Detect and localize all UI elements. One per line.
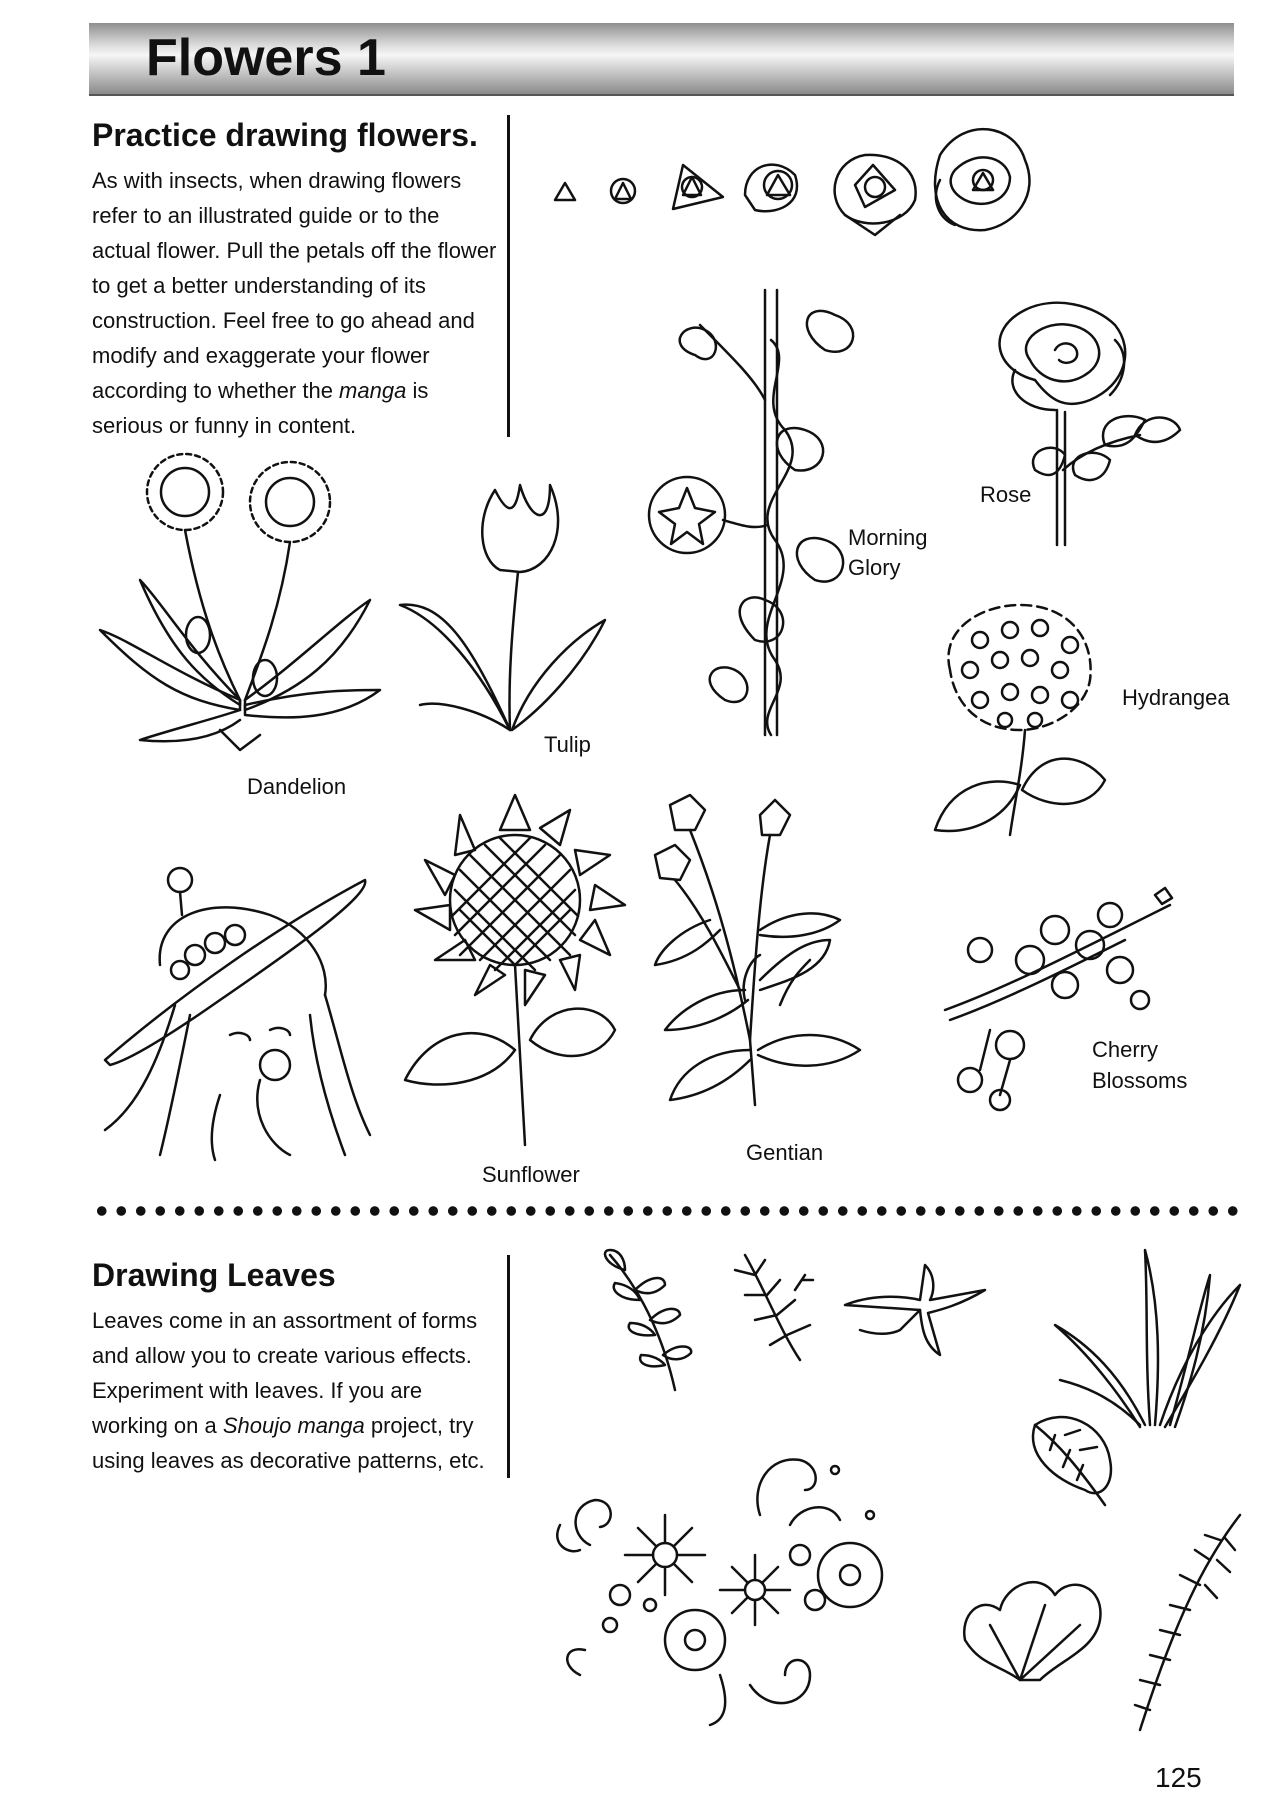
leaves-body-after: project, try using leaves as decorative patterns, etc.	[92, 1413, 485, 1473]
tulip-drawing	[400, 480, 610, 740]
grass-blades-drawing	[1050, 1245, 1250, 1430]
leaves-body-text	[92, 1303, 502, 1478]
rose-construction-steps-drawing	[545, 115, 1045, 235]
hydrangea-drawing	[930, 600, 1110, 840]
label-morning-glory-2: Glory	[848, 555, 901, 580]
vine-sprig-drawing	[1125, 1510, 1245, 1735]
elm-leaf-drawing	[1025, 1405, 1115, 1510]
flowers-body-text	[92, 163, 502, 443]
leaves-body-italic: Shoujo manga	[222, 1413, 365, 1438]
fern-sprig-drawing	[725, 1250, 815, 1365]
leaves-body-before: Leaves come in an assortment of forms and allow you to create various effects. Experiment with leaves. If you are working on a	[92, 1308, 478, 1438]
label-hydrangea: Hydrangea	[1122, 685, 1230, 710]
label-morning-glory-1: Morning	[848, 525, 928, 550]
leaf-sprig-drawing	[595, 1245, 705, 1395]
label-dandelion: Dandelion	[247, 774, 347, 799]
flowers-body-after: is serious or funny in content.	[92, 378, 429, 438]
maple-leaf-drawing	[840, 1255, 990, 1360]
ivy-leaf-drawing	[960, 1565, 1110, 1685]
leaves-heading: Drawing Leaves	[92, 1257, 336, 1293]
leaves-divider	[507, 1255, 510, 1478]
morning-glory-drawing	[645, 280, 875, 740]
girl-with-hat-drawing	[100, 855, 380, 1165]
label-cherry-1: Cherry	[1092, 1037, 1159, 1062]
flowers-body-before: As with insects, when drawing flowers refer to an illustrated guide or to the actual flower. Pull the petals off the flower to get a better understanding of its construction. Feel free to go ahead and modify and exaggerate your flower according to whether the	[92, 168, 497, 403]
sunflower-drawing	[400, 790, 630, 1150]
dotted-divider	[92, 1204, 1242, 1218]
label-gentian: Gentian	[746, 1140, 824, 1165]
label-cherry-2: Blossoms	[1092, 1068, 1188, 1093]
flowers-body-italic: manga	[339, 378, 407, 403]
label-rose: Rose	[980, 482, 1032, 507]
flowers-divider	[507, 115, 510, 437]
flowers-heading: Practice drawing flowers.	[92, 117, 478, 153]
gentian-drawing	[650, 790, 880, 1110]
page-title: Flowers 1	[146, 29, 386, 87]
rose-drawing	[975, 300, 1185, 550]
page-number: 125	[1155, 1762, 1202, 1793]
label-tulip: Tulip	[544, 732, 591, 757]
dandelion-drawing	[90, 450, 390, 750]
label-sunflower: Sunflower	[482, 1162, 580, 1187]
decorative-floral-pattern-drawing	[550, 1445, 900, 1725]
